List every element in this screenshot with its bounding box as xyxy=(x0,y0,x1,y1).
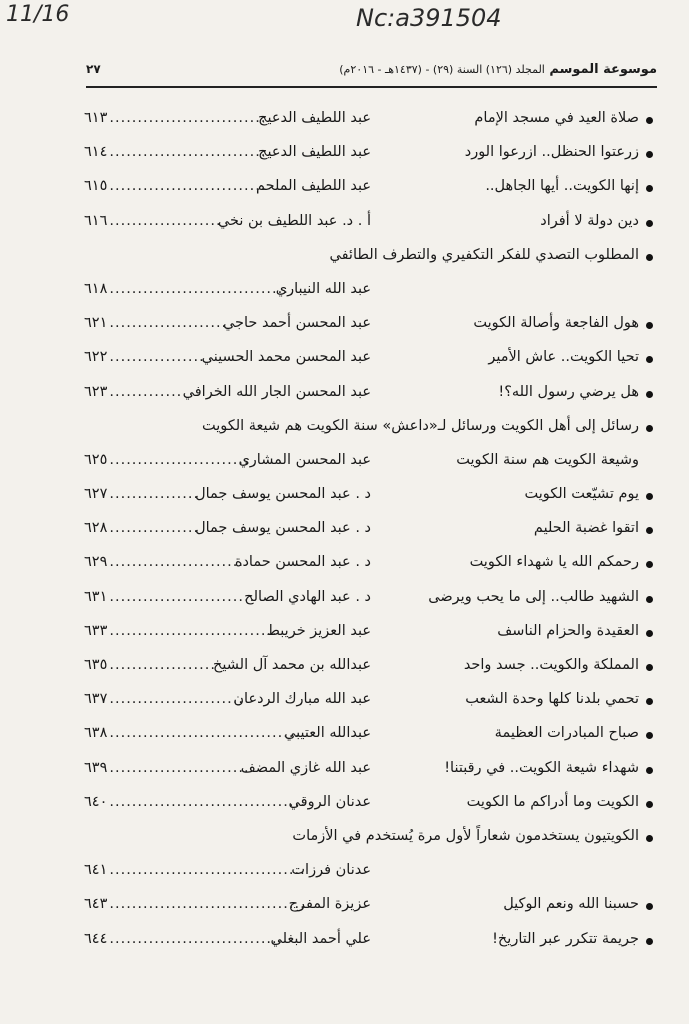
entry-author: أ . د. عبد اللطيف بن نخي xyxy=(217,212,371,229)
entry-title: زرعتوا الحنظل.. ازرعوا الورد xyxy=(464,144,639,161)
bullet-icon xyxy=(646,425,653,432)
bullet-icon xyxy=(646,185,653,192)
toc-row xyxy=(70,788,653,822)
entry-title: شهداء شيعة الكويت.. في رقبتنا! xyxy=(444,759,639,776)
toc-row xyxy=(70,719,653,753)
dot-leader: .......................... xyxy=(109,588,256,605)
bullet-icon xyxy=(646,322,653,329)
bullet-icon xyxy=(646,801,653,808)
dot-leader: ..................... xyxy=(109,315,228,332)
dot-leader: ................. xyxy=(109,349,205,366)
entry-author: د . عبد الهادي الصالح xyxy=(244,588,371,605)
entry-title: هول الفاجعة وأصالة الكويت xyxy=(473,315,639,332)
bullet-icon xyxy=(646,664,653,671)
entry-author: د . عبد المحسن يوسف جمال xyxy=(195,520,371,537)
bullet-icon xyxy=(646,356,653,363)
dot-leader: ........................ xyxy=(109,691,244,708)
dot-leader: .................... xyxy=(109,212,222,229)
toc-row xyxy=(70,480,653,514)
entry-author: عبد المحسن المشاري xyxy=(238,451,371,468)
bullet-icon xyxy=(646,254,653,261)
entry-author: عبد اللطيف الملحم xyxy=(255,178,371,195)
dot-leader: ................ xyxy=(109,520,200,537)
dot-leader: .............................. xyxy=(109,622,278,639)
toc-row xyxy=(70,651,653,685)
entry-author: عبد الله النيباري xyxy=(275,280,371,297)
bullet-icon xyxy=(646,903,653,910)
entry-author: د . عبد المحسن يوسف جمال xyxy=(195,486,371,503)
entry-page-number: ٦٢١ xyxy=(84,315,108,332)
entry-author: عبدالله العتيبي xyxy=(284,725,371,742)
entry-page-number: ٦٤٣ xyxy=(84,896,108,913)
header-title xyxy=(339,62,657,77)
dot-leader: ................................... xyxy=(109,862,306,879)
dot-leader: ................................... xyxy=(109,896,306,913)
entry-title: الكويت وما أدراكم ما الكويت xyxy=(466,793,639,810)
entry-author: عبد اللطيف الدعيج xyxy=(258,144,371,161)
entry-page-number: ٦٣٧ xyxy=(84,691,108,708)
entry-page-number: ٦٣٥ xyxy=(84,657,108,673)
bullet-icon xyxy=(646,493,653,500)
dot-leader: .................................. xyxy=(109,725,301,742)
handwritten-catalog-number: Nc:a391504 xyxy=(356,4,502,32)
entry-title: المطلوب التصدي للفكر التكفيري والتطرف الطائفي xyxy=(329,246,639,263)
dot-leader: ................... xyxy=(109,657,216,673)
entry-page-number: ٦١٥ xyxy=(84,178,108,195)
entry-page-number: ٦٢٨ xyxy=(84,520,108,537)
header-page-number: ٢٧ xyxy=(86,62,101,76)
entry-page-number: ٦١٦ xyxy=(84,212,108,229)
entry-author: علي أحمد البغلي xyxy=(270,930,371,947)
bullet-icon xyxy=(646,630,653,637)
header-main-title: موسوعة الموسم xyxy=(549,62,657,77)
dot-leader: ........................ xyxy=(109,554,244,571)
toc-row xyxy=(70,925,653,959)
entry-title: جريمة تتكرر عبر التاريخ! xyxy=(492,930,639,947)
entry-page-number: ٦٣٣ xyxy=(84,622,108,639)
dot-leader: ......................... xyxy=(109,759,250,776)
toc-row xyxy=(70,583,653,617)
entry-title: إنها الكويت.. أيها الجاهل.. xyxy=(485,178,639,195)
entry-title: صباح المبادرات العظيمة xyxy=(494,725,639,742)
toc-row xyxy=(70,275,653,309)
bullet-icon xyxy=(646,527,653,534)
dot-leader: ............................ xyxy=(109,178,267,195)
entry-title: حسبنا الله ونعم الوكيل xyxy=(503,896,639,913)
toc-row xyxy=(70,822,653,856)
bullet-icon xyxy=(646,938,653,945)
entry-title: تحيا الكويت.. عاش الأمير xyxy=(488,349,639,366)
toc-row xyxy=(70,856,653,890)
toc-row xyxy=(70,343,653,377)
toc-row xyxy=(70,241,653,275)
dot-leader: ............................ xyxy=(109,144,267,161)
entry-page-number: ٦٢٩ xyxy=(84,554,108,571)
dot-leader: ............................ xyxy=(109,110,267,126)
toc-row xyxy=(70,378,653,412)
toc-row xyxy=(70,309,653,343)
entry-page-number: ٦٢٧ xyxy=(84,486,108,503)
entry-title: رسائل إلى أهل الكويت ورسائل لـ«داعش» سنة الكويت هم شيعة الكويت xyxy=(201,417,639,434)
dot-leader: ......................... xyxy=(109,451,250,468)
entry-title: تحمي بلدنا كلها وحدة الشعب xyxy=(465,691,639,708)
entry-title: رحمكم الله يا شهداء الكويت xyxy=(469,554,639,571)
toc-list xyxy=(70,104,653,959)
entry-author: عبد المحسن محمد الحسيني xyxy=(201,349,371,366)
entry-page-number: ٦٤١ xyxy=(84,862,108,879)
entry-page-number: ٦٢٢ xyxy=(84,349,108,366)
bullet-icon xyxy=(646,151,653,158)
entry-author: عبد الله مبارك الردعان xyxy=(233,691,371,708)
entry-author: عزيزة المفرج xyxy=(288,896,371,913)
entry-page-number: ٦٣٨ xyxy=(84,725,108,742)
toc-row xyxy=(70,138,653,172)
entry-title: اتقوا غضبة الحليم xyxy=(533,520,639,537)
toc-row xyxy=(70,104,653,138)
handwritten-page-note: 11/16 xyxy=(6,2,70,27)
entry-page-number: ٦١٣ xyxy=(84,110,108,126)
entry-title: العقيدة والحزام الناسف xyxy=(497,622,639,639)
bullet-icon xyxy=(646,561,653,568)
toc-row xyxy=(70,412,653,446)
entry-author: عدنان الروقي xyxy=(288,793,371,810)
entry-page-number: ٦٣٩ xyxy=(84,759,108,776)
entry-page-number: ٦١٨ xyxy=(84,280,108,297)
entry-title: يوم تشيّعت الكويت xyxy=(524,486,639,503)
toc-row xyxy=(70,446,653,480)
bullet-icon xyxy=(646,767,653,774)
entry-title: وشيعة الكويت هم سنة الكويت xyxy=(456,451,639,468)
toc-row xyxy=(70,754,653,788)
entry-title: دين دولة لا أفراد xyxy=(540,212,639,229)
entry-page-number: ٦٢٥ xyxy=(84,451,108,468)
bullet-icon xyxy=(646,698,653,705)
entry-page-number: ٦٤٠ xyxy=(84,793,108,810)
toc-row xyxy=(70,207,653,241)
entry-page-number: ٦٢٣ xyxy=(84,383,108,400)
entry-title: الكويتيون يستخدمون شعاراً لأول مرة يُستخدم في الأزمات xyxy=(292,827,639,844)
entry-title: صلاة العيد في مسجد الإمام xyxy=(474,110,639,126)
toc-row xyxy=(70,172,653,206)
dot-leader: ................ xyxy=(109,486,200,503)
header-subtitle: المجلد (١٢٦) السنة (٢٩) - (١٤٣٧هـ - ٢٠١٦م) xyxy=(339,63,545,76)
entry-title: هل يرضي رسول الله؟! xyxy=(498,383,639,400)
toc-row xyxy=(70,514,653,548)
dot-leader: ............. xyxy=(109,383,183,400)
entry-author: عبدالله بن محمد آل الشيخ xyxy=(213,657,371,673)
dot-leader: ................................... xyxy=(109,793,306,810)
toc-row xyxy=(70,685,653,719)
entry-title: المملكة والكويت.. جسد واحد xyxy=(463,657,639,673)
dot-leader: ............................... xyxy=(109,930,284,947)
bullet-icon xyxy=(646,391,653,398)
entry-author: د . عبد المحسن حمادة xyxy=(234,554,371,571)
bullet-icon xyxy=(646,596,653,603)
entry-author: عبد الله غازي المضف xyxy=(240,759,371,776)
entry-author: عدنان فرزات xyxy=(291,862,371,879)
entry-page-number: ٦٣١ xyxy=(84,588,108,605)
page-header xyxy=(86,58,657,88)
entry-page-number: ٦١٤ xyxy=(84,144,108,161)
bullet-icon xyxy=(646,117,653,124)
entry-author: عبد المحسن الجار الله الخرافي xyxy=(182,383,371,400)
bullet-icon xyxy=(646,835,653,842)
dot-leader: ................................ xyxy=(109,280,289,297)
toc-row xyxy=(70,548,653,582)
toc-row xyxy=(70,617,653,651)
entry-author: عبد العزيز خريبط xyxy=(266,622,371,639)
entry-author: عبد اللطيف الدعيج xyxy=(258,110,371,126)
entry-author: عبد المحسن أحمد حاجي xyxy=(222,315,371,332)
bullet-icon xyxy=(646,220,653,227)
entry-page-number: ٦٤٤ xyxy=(84,930,108,947)
entry-title: الشهيد طالب.. إلى ما يحب ويرضى xyxy=(428,588,639,605)
bullet-icon xyxy=(646,732,653,739)
toc-row xyxy=(70,890,653,924)
